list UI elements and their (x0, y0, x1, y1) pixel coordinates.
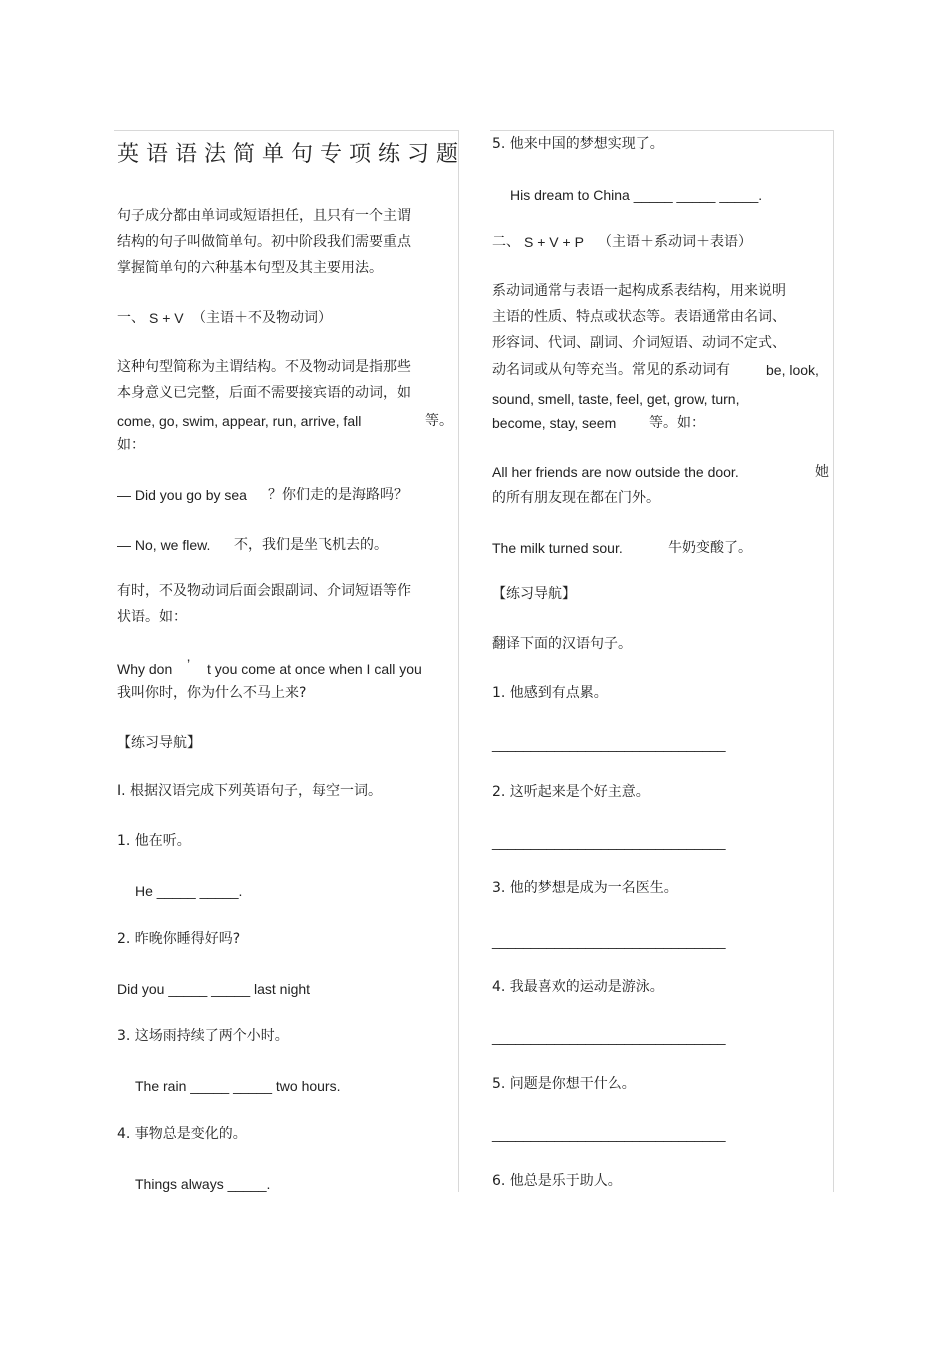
answer-blank-5: ______________________________ (492, 1126, 726, 1142)
question-4: 4. 事物总是变化的。 (117, 1126, 247, 1142)
example-2-chinese: 不，我们是坐飞机去的。 (234, 537, 388, 553)
section-2-para-line-1: 系动词通常与表语一起构成系表结构，用来说明 (492, 283, 786, 299)
example-5-chinese: 牛奶变酸了。 (668, 540, 752, 556)
example-1-chinese: ？你们走的是海路吗？ (268, 487, 408, 503)
intro-line-1: 句子成分都由单词或短语担任，且只有一个主谓 (117, 208, 411, 224)
example-2-english: — No, we flew. (117, 537, 211, 553)
right-column-top-rule (490, 130, 834, 131)
question-5: 5. 他来中国的梦想实现了。 (492, 136, 664, 152)
example-3-english-a: Why don (117, 661, 173, 677)
intro-line-2: 结构的句子叫做简单句。初中阶段我们需要重点 (117, 234, 411, 250)
practice-heading-right: 【练习导航】 (492, 586, 576, 602)
intro-line-3: 掌握简单句的六种基本句型及其主要用法。 (117, 260, 383, 276)
answer-5-line: His dream to China _____ _____ _____. (510, 187, 763, 203)
linking-verbs-b: sound, smell, taste, feel, get, grow, turn, (492, 391, 740, 407)
section-2-para-line-3: 形容词、代词、副词、介词短语、动词不定式、 (492, 335, 786, 351)
section-1-formula: S + V (149, 310, 184, 326)
section-2-para-line-2: 主语的性质、特点或状态等。表语通常由名词、 (492, 309, 786, 325)
answer-4-line: Things always _____. (135, 1176, 271, 1192)
answer-blank-3: ______________________________ (492, 933, 726, 949)
section-2-number: 二、 (492, 234, 520, 250)
answer-1-line: He _____ _____. (135, 883, 243, 899)
example-3-english-b: t you come at once when I call you (207, 661, 422, 677)
translate-1: 1. 他感到有点累。 (492, 685, 608, 701)
translate-5: 5. 问题是你想干什么。 (492, 1076, 636, 1092)
question-1: 1. 他在听。 (117, 833, 191, 849)
verb-list: come, go, swim, appear, run, arrive, fall (117, 413, 362, 429)
section-1-para2-line-1: 有时，不及物动词后面会跟副词、介词短语等作 (117, 583, 411, 599)
question-3: 3. 这场雨持续了两个小时。 (117, 1028, 289, 1044)
answer-2-line: Did you _____ _____ last night (117, 981, 311, 997)
linking-verbs-c: become, stay, seem (492, 415, 617, 431)
linking-verbs-a: be, look, (766, 362, 819, 378)
practice-heading-left: 【练习导航】 (117, 735, 201, 751)
verb-list-etc: 等。 (425, 413, 453, 429)
example-1-english: — Did you go by sea (117, 487, 247, 503)
answer-blank-4: ______________________________ (492, 1029, 726, 1045)
example-3-apostrophe: ’ (187, 656, 191, 672)
example-3-chinese: 我叫你时，你为什么不马上来? (117, 685, 307, 701)
exercise-instructions-right: 翻译下面的汉语句子。 (492, 636, 632, 652)
example-4-chinese: 的所有朋友现在都在门外。 (492, 490, 660, 506)
example-4-english: All her friends are now outside the door. (492, 464, 739, 480)
section-2-para-line-4: 动名词或从句等充当。常见的系动词有 (492, 362, 730, 378)
example-4-chinese-start: 她 (815, 464, 829, 480)
right-column-edge (833, 130, 834, 1192)
translate-2: 2. 这听起来是个好主意。 (492, 784, 650, 800)
example-5-english: The milk turned sour. (492, 540, 623, 556)
exercise-instructions-left: Ⅰ. 根据汉语完成下列英语句子，每空一词。 (117, 783, 383, 799)
section-1-para2-line-2: 状语。如： (117, 609, 187, 625)
answer-3-line: The rain _____ _____ two hours. (135, 1078, 341, 1094)
section-2-formula: S + V + P (524, 234, 584, 250)
answer-blank-2: ______________________________ (492, 834, 726, 850)
page-title: 英语语法简单句专项练习题 (117, 142, 466, 167)
section-1-desc: （主语＋不及物动词） (192, 310, 332, 326)
section-1-para-line-2: 本身意义已完整，后面不需要接宾语的动词，如 (117, 385, 411, 401)
translate-4: 4. 我最喜欢的运动是游泳。 (492, 979, 664, 995)
column-divider (458, 130, 459, 1192)
answer-blank-1: ______________________________ (492, 736, 726, 752)
translate-3: 3. 他的梦想是成为一名医生。 (492, 880, 678, 896)
section-1-para-line-1: 这种句型简称为主谓结构。不及物动词是指那些 (117, 359, 411, 375)
linking-verbs-etc: 等。如： (649, 415, 705, 431)
section-2-desc: （主语＋系动词＋表语） (598, 234, 752, 250)
question-2: 2. 昨晚你睡得好吗? (117, 931, 241, 947)
translate-6: 6. 他总是乐于助人。 (492, 1173, 622, 1189)
section-1-number: 一、 (117, 310, 145, 326)
left-column-top-rule (114, 130, 458, 131)
example-intro: 如： (117, 437, 145, 453)
